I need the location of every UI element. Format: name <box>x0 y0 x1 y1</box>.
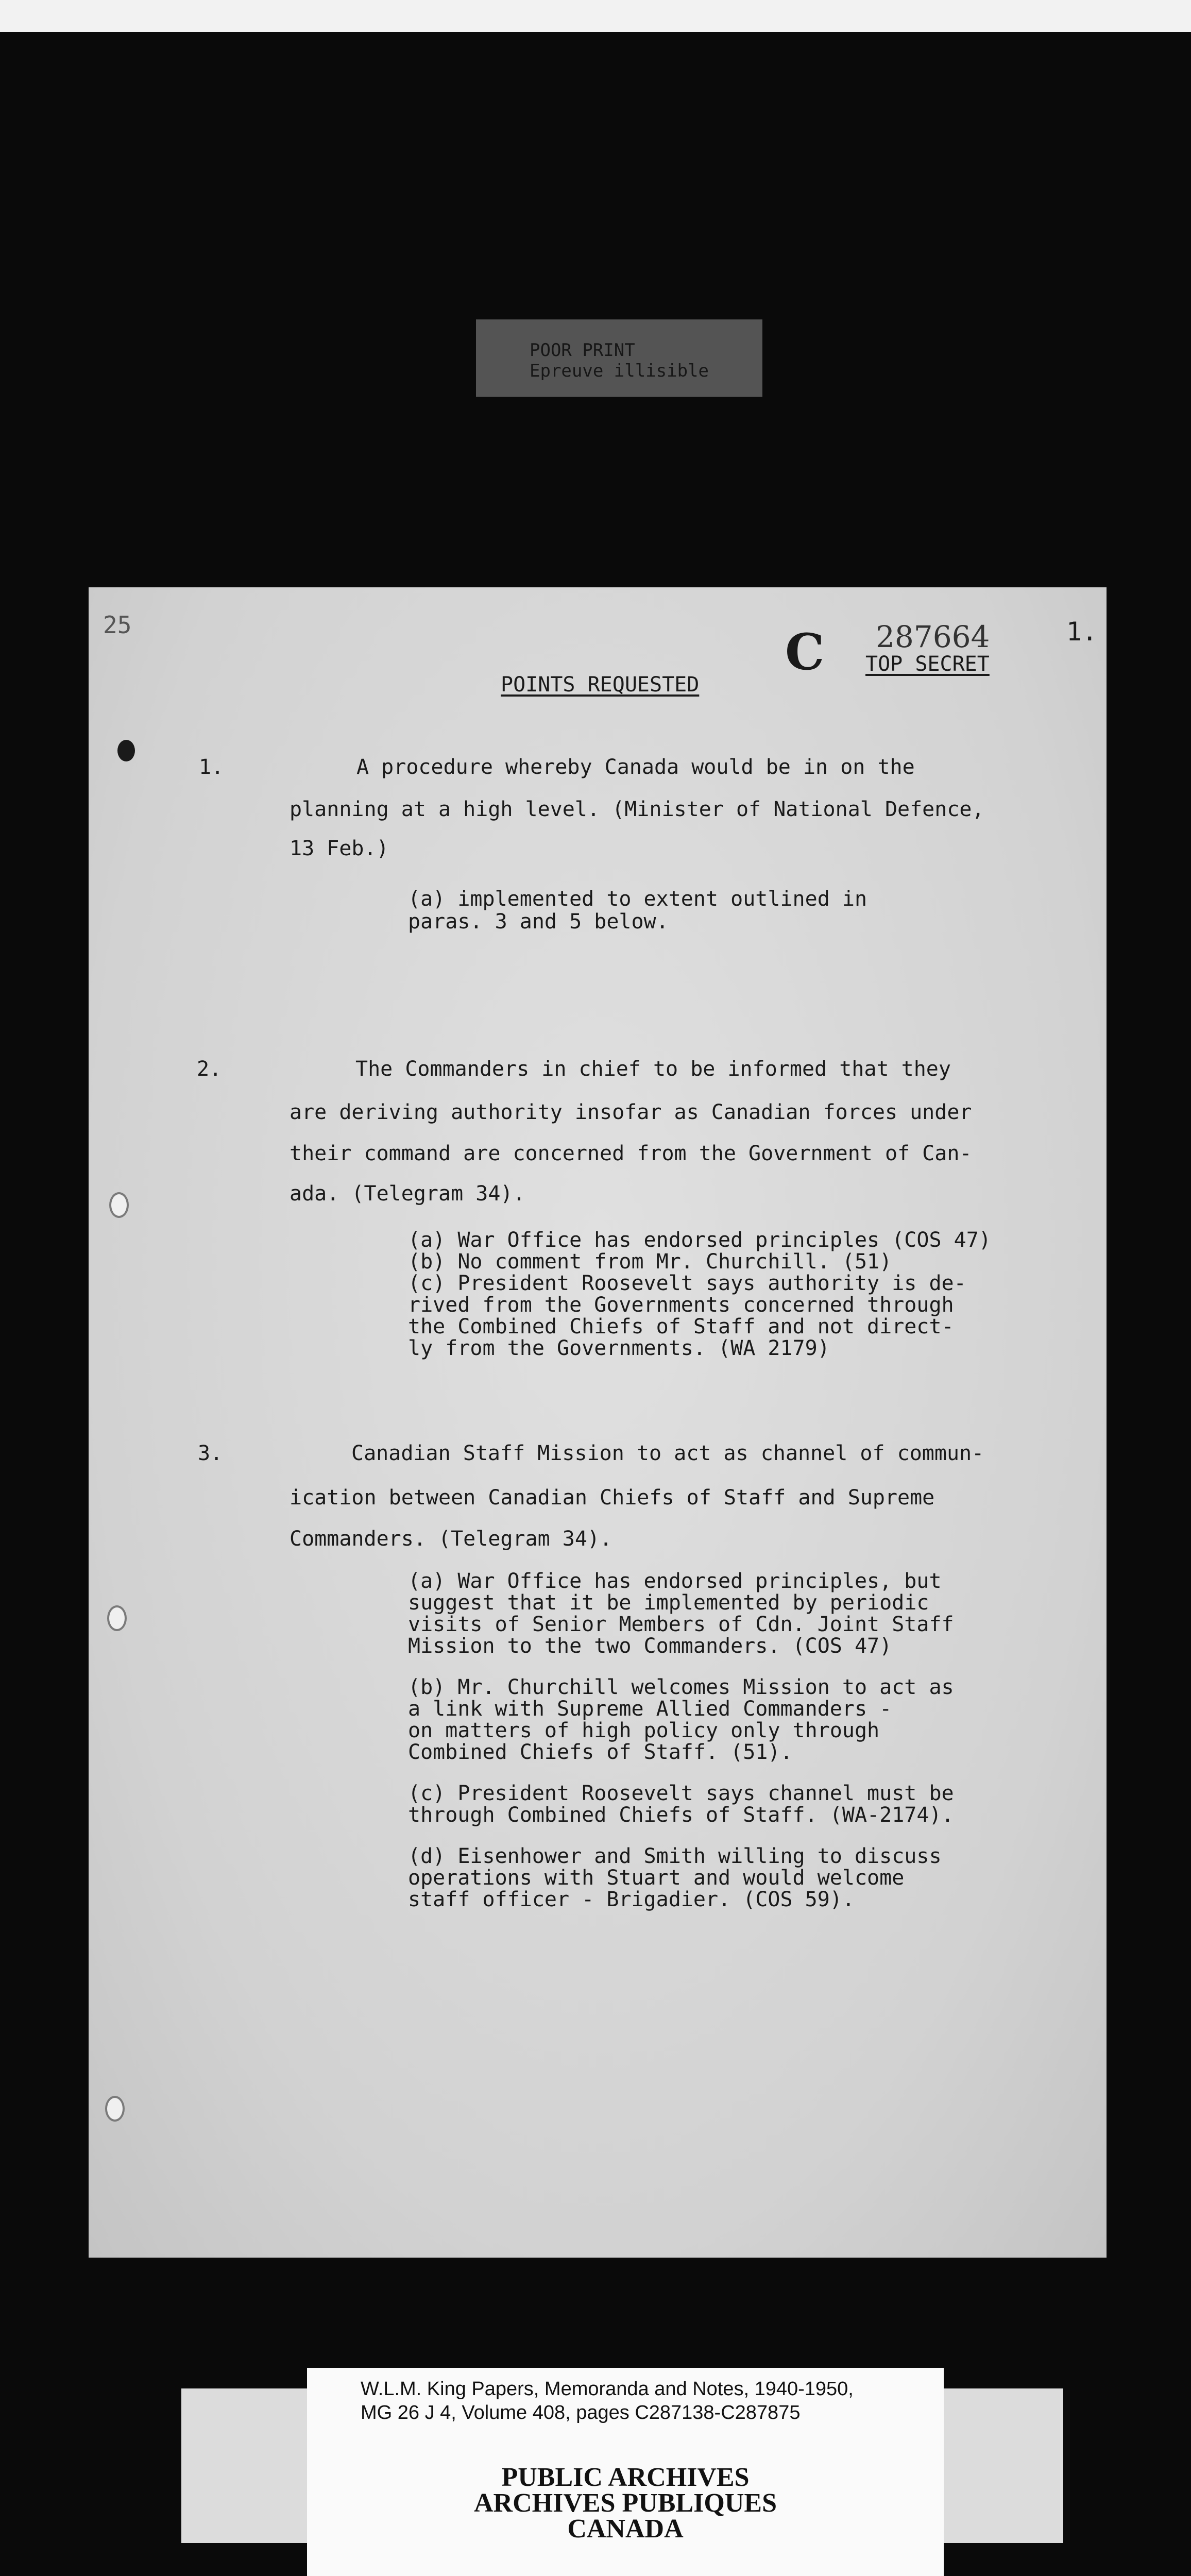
archive-label <box>307 2368 944 2576</box>
page-title: POINTS REQUESTED <box>501 673 700 697</box>
point-3-note-d-2: operations with Stuart and would welcome <box>408 1866 905 1890</box>
archive-reference-line-1: W.L.M. King Papers, Memoranda and Notes, 1940-1950, <box>361 2378 854 2400</box>
point-3-note-a-3: visits of Senior Members of Cdn. Joint Staff <box>408 1613 954 1636</box>
point-3-number: 3. <box>198 1442 223 1465</box>
punch-hole <box>117 740 135 761</box>
point-2-note-c-2: rived from the Governments concerned through <box>408 1293 954 1317</box>
point-3-note-d-1: (d) Eisenhower and Smith willing to discuss <box>408 1844 942 1868</box>
document-number: 287664 <box>876 619 990 654</box>
archive-name-french: ARCHIVES PUBLIQUES <box>473 2488 777 2518</box>
point-2-note-c-1: (c) President Roosevelt says authority is de- <box>408 1272 966 1295</box>
document-page <box>89 587 1107 2258</box>
point-3-note-b-2: a link with Supreme Allied Commanders - <box>408 1697 892 1721</box>
point-1-line-3: 13 Feb.) <box>290 837 389 860</box>
point-3-line-3: Commanders. (Telegram 34). <box>290 1527 612 1551</box>
archive-reference-line-2: MG 26 J 4, Volume 408, pages C287138-C287875 <box>361 2402 801 2424</box>
point-3-note-a-1: (a) War Office has endorsed principles, but <box>408 1569 942 1593</box>
point-2-note-a: (a) War Office has endorsed principles (COS 47) <box>408 1228 991 1252</box>
label-tab-left <box>181 2388 309 2543</box>
point-1-line-2: planning at a high level. (Minister of National Defence, <box>290 798 984 821</box>
point-2-number: 2. <box>197 1057 222 1081</box>
point-1-number: 1. <box>199 755 224 779</box>
point-3-line-1: Canadian Staff Mission to act as channel of commun- <box>351 1442 984 1465</box>
archive-name-country: CANADA <box>567 2514 684 2544</box>
poor-print-notice <box>476 319 762 397</box>
punch-hole-ring <box>107 1605 127 1631</box>
point-1-note-a-2: paras. 3 and 5 below. <box>408 910 669 934</box>
point-2-line-2: are deriving authority insofar as Canadian forces under <box>290 1100 972 1124</box>
point-2-line-4: ada. (Telegram 34). <box>290 1182 525 1206</box>
corner-mark: 25 <box>103 611 132 639</box>
punch-hole-ring <box>105 2096 125 2122</box>
point-2-line-3: their command are concerned from the Government of Can- <box>290 1142 972 1165</box>
page-mark: 1. <box>1066 617 1098 647</box>
point-3-note-b-1: (b) Mr. Churchill welcomes Mission to act as <box>408 1675 954 1699</box>
label-tab-right <box>942 2388 1063 2543</box>
punch-hole-ring <box>109 1192 129 1218</box>
point-2-note-b: (b) No comment from Mr. Churchill. (51) <box>408 1250 892 1274</box>
point-3-note-a-4: Mission to the two Commanders. (COS 47) <box>408 1634 892 1658</box>
point-3-note-c-1: (c) President Roosevelt says channel must be <box>408 1782 954 1805</box>
point-1-line-1: A procedure whereby Canada would be in on the <box>356 755 915 779</box>
point-2-line-1: The Commanders in chief to be informed that they <box>355 1057 951 1081</box>
point-2-note-c-3: the Combined Chiefs of Staff and not direct- <box>408 1315 954 1338</box>
point-3-note-d-3: staff officer - Brigadier. (COS 59). <box>408 1888 855 1911</box>
archive-name-english: PUBLIC ARCHIVES <box>501 2463 750 2492</box>
point-3-note-b-3: on matters of high policy only through <box>408 1719 880 1742</box>
c-mark: C <box>785 623 825 681</box>
point-3-note-a-2: suggest that it be implemented by periodic <box>408 1591 929 1615</box>
poor-print-line-1: POOR PRINT <box>530 340 635 361</box>
point-3-note-c-2: through Combined Chiefs of Staff. (WA-2174). <box>408 1803 954 1827</box>
poor-print-line-2: Epreuve illisible <box>530 361 709 381</box>
point-1-note-a-1: (a) implemented to extent outlined in <box>408 887 867 911</box>
classification: TOP SECRET <box>865 652 990 676</box>
scan-top-border <box>0 0 1191 32</box>
point-3-note-b-4: Combined Chiefs of Staff. (51). <box>408 1740 793 1764</box>
point-2-note-c-4: ly from the Governments. (WA 2179) <box>408 1336 830 1360</box>
point-3-line-2: ication between Canadian Chiefs of Staff and Supreme <box>290 1486 935 1510</box>
